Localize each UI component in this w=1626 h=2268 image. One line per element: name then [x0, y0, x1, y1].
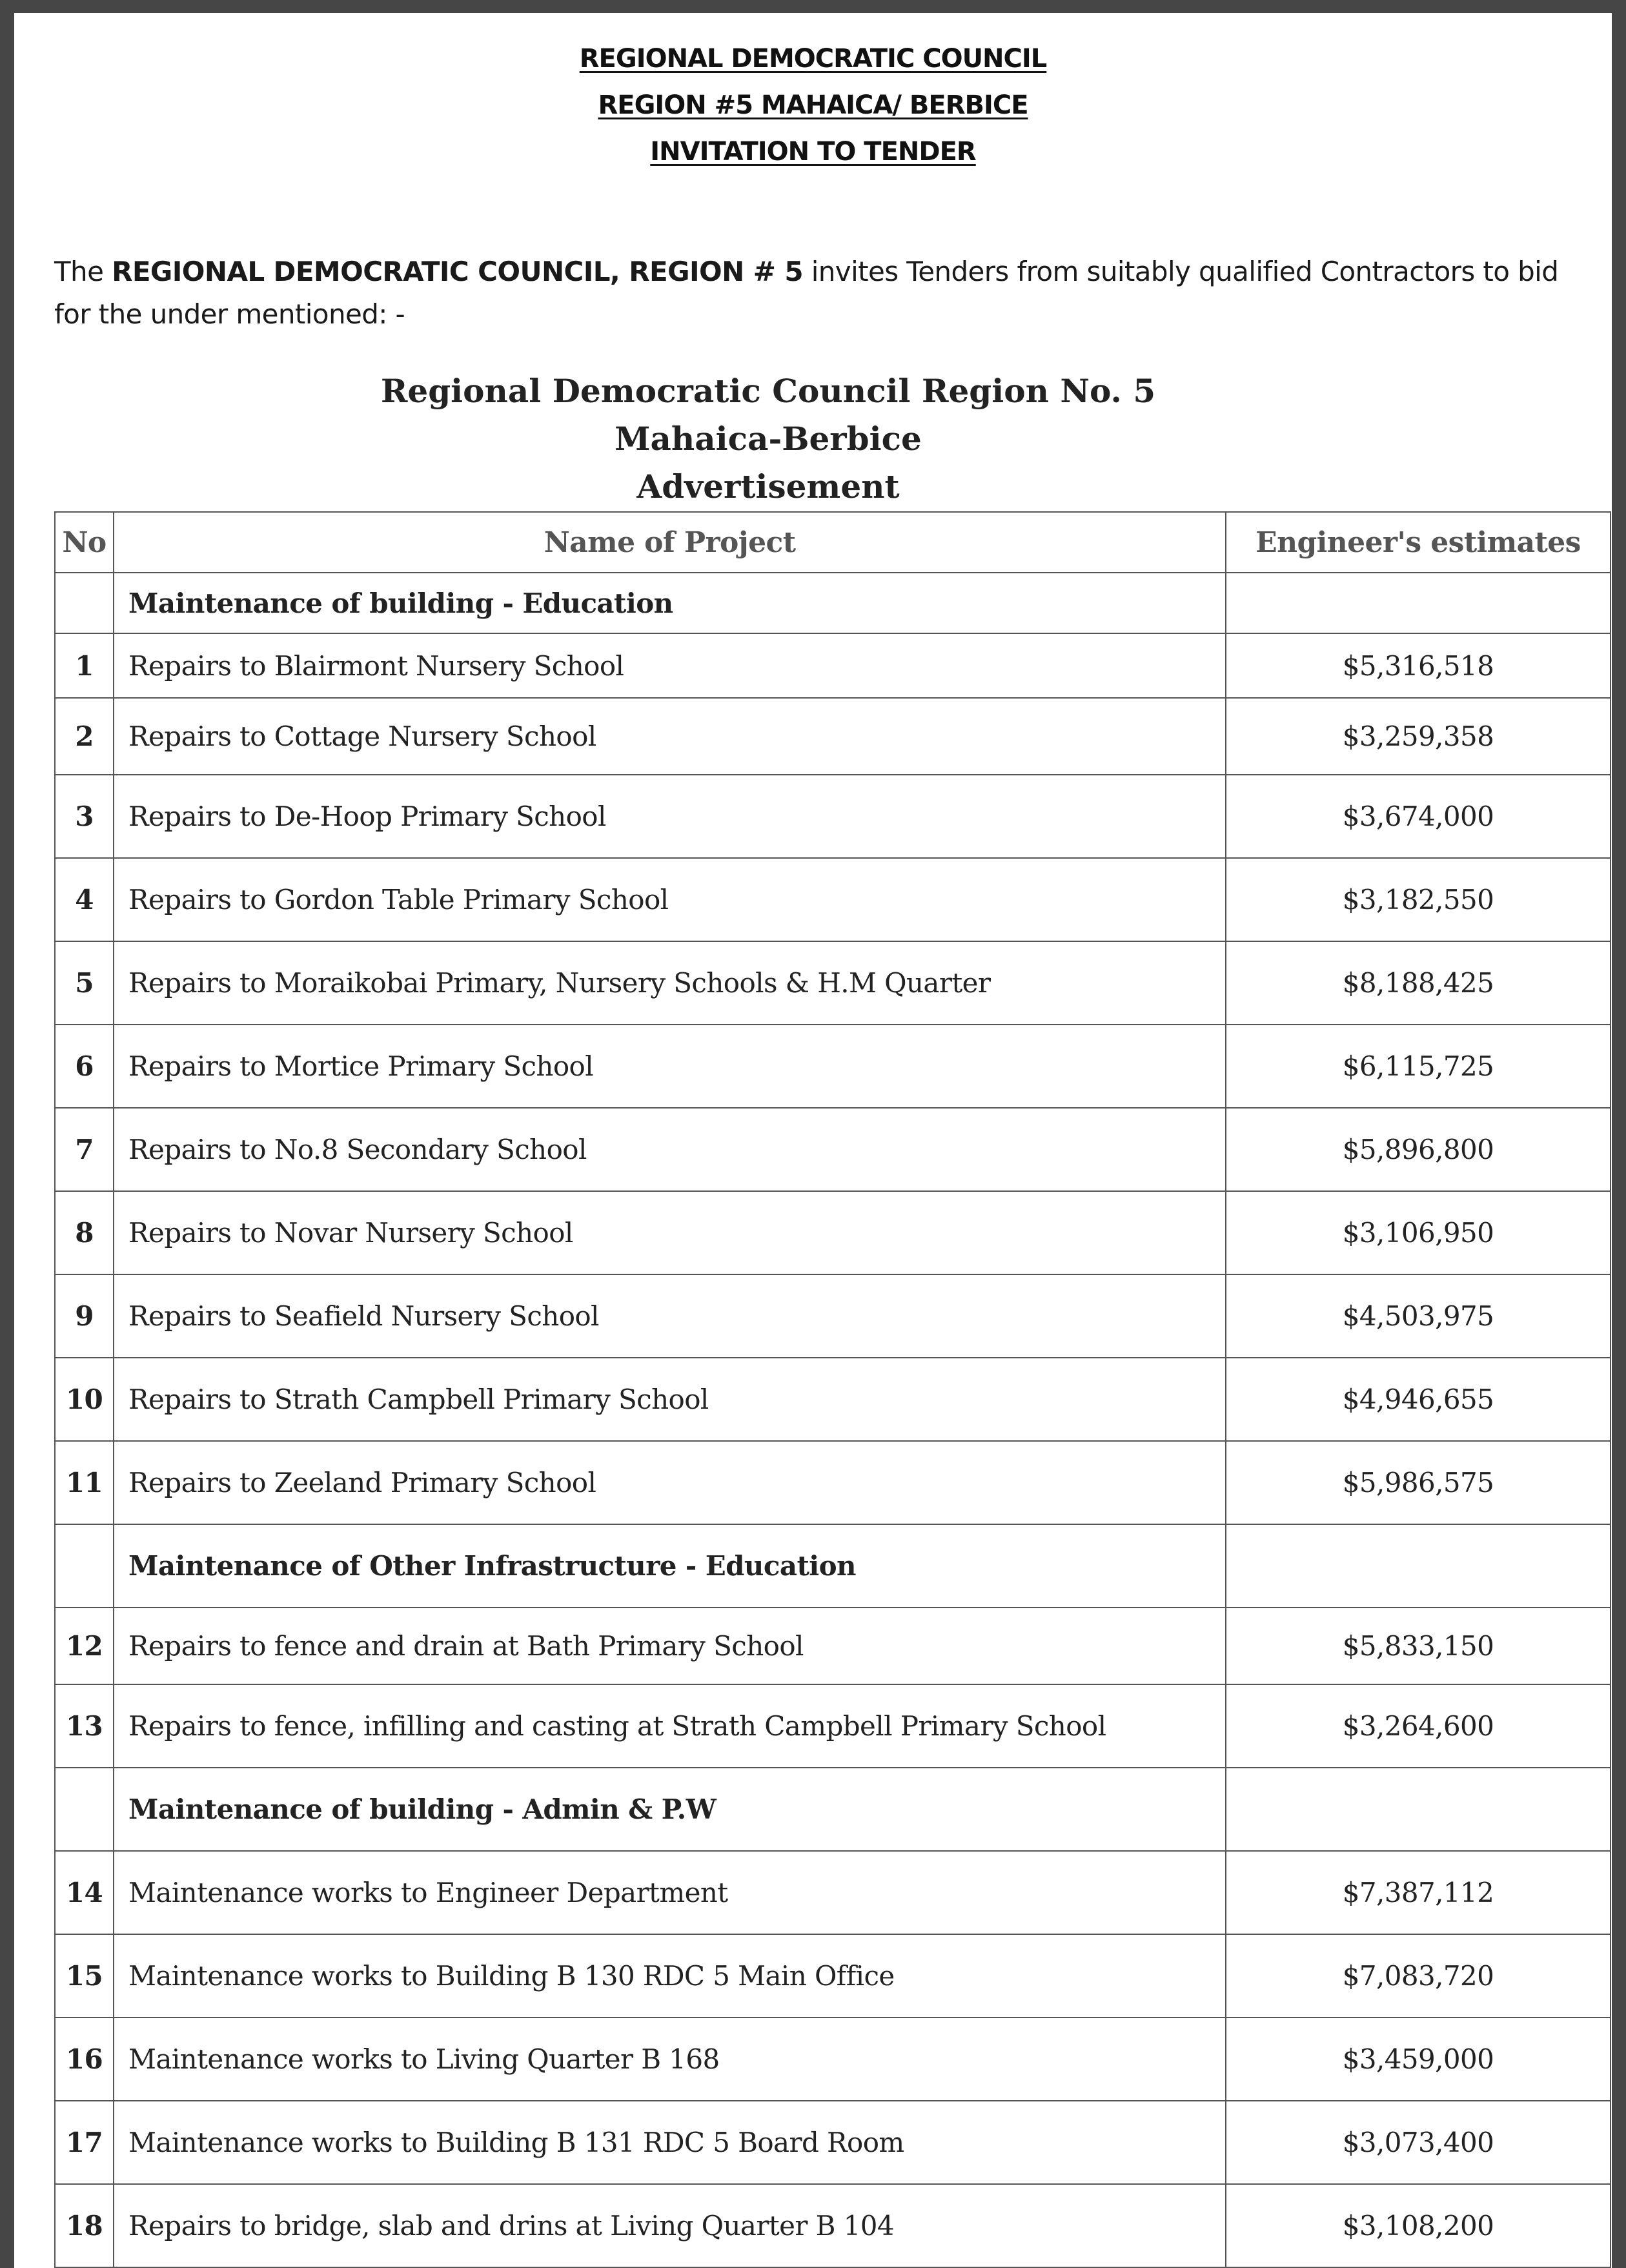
section-row [55, 573, 1611, 633]
row-no: 2 [55, 698, 114, 775]
table-header-row [55, 512, 1611, 573]
row-no: 17 [55, 2101, 114, 2184]
row-project: Repairs to Zeeland Primary School [114, 1441, 1226, 1524]
row-project: Repairs to Cottage Nursery School [114, 698, 1226, 775]
row-no: 7 [55, 1108, 114, 1191]
row-estimate: $7,083,720 [1226, 1934, 1611, 2018]
table-row [55, 1274, 1611, 1358]
table-row [55, 633, 1611, 698]
section-row [55, 1524, 1611, 1608]
table-row [55, 1108, 1611, 1191]
section-title: Maintenance of building - Education [114, 573, 1226, 633]
intro-text: invites Tenders from suitably qualified Contractors to bid for the under mentioned: - [54, 256, 1559, 330]
row-estimate: $5,986,575 [1226, 1441, 1611, 1524]
advert-title: Regional Democratic Council Region No. 5 [380, 372, 1156, 410]
header-line-2: REGION #5 MAHAICA/ BERBICE [598, 90, 1028, 120]
table-row [55, 1608, 1611, 1684]
section-row [55, 1768, 1611, 1851]
section-title: Maintenance of Other Infrastructure - Education [114, 1524, 1226, 1608]
row-estimate: $3,459,000 [1226, 2018, 1611, 2101]
row-project: Maintenance works to Building B 130 RDC 5 Main Office [114, 1934, 1226, 2018]
advert-label: Advertisement [636, 467, 900, 506]
table-row [55, 1191, 1611, 1274]
row-no: 6 [55, 1025, 114, 1108]
row-project: Maintenance works to Engineer Department [114, 1851, 1226, 1934]
row-no: 10 [55, 1358, 114, 1441]
intro-org-name: REGIONAL DEMOCRATIC COUNCIL, REGION # 5 [112, 256, 803, 287]
row-estimate: $3,182,550 [1226, 858, 1611, 941]
row-no: 15 [55, 1934, 114, 2018]
row-project: Maintenance works to Living Quarter B 168 [114, 2018, 1226, 2101]
table-row [55, 2018, 1611, 2101]
row-estimate: $6,115,725 [1226, 1025, 1611, 1108]
row-estimate: $3,073,400 [1226, 2101, 1611, 2184]
table-row [55, 1851, 1611, 1934]
table-row [55, 2101, 1611, 2184]
row-no: 18 [55, 2184, 114, 2267]
row-no: 12 [55, 1608, 114, 1684]
header-invitation [0, 137, 1626, 167]
col-header-name: Name of Project [114, 512, 1226, 573]
row-no: 13 [55, 1684, 114, 1768]
row-project: Repairs to Gordon Table Primary School [114, 858, 1226, 941]
intro-prefix: The [54, 256, 112, 287]
row-estimate: $4,946,655 [1226, 1358, 1611, 1441]
table-row [55, 858, 1611, 941]
table-row [55, 775, 1611, 858]
col-header-no: No [55, 512, 114, 573]
row-no: 9 [55, 1274, 114, 1358]
table-row [55, 698, 1611, 775]
header-title [0, 44, 1626, 74]
table-row [55, 2184, 1611, 2267]
row-project: Repairs to De-Hoop Primary School [114, 775, 1226, 858]
row-project: Repairs to Seafield Nursery School [114, 1274, 1226, 1358]
row-project: Repairs to fence and drain at Bath Primary School [114, 1608, 1226, 1684]
table-row [55, 1025, 1611, 1108]
row-no: 14 [55, 1851, 114, 1934]
row-project: Repairs to Novar Nursery School [114, 1191, 1226, 1274]
table-row [55, 1934, 1611, 2018]
row-estimate: $7,387,112 [1226, 1851, 1611, 1934]
row-no: 3 [55, 775, 114, 858]
row-no: 16 [55, 2018, 114, 2101]
row-project: Repairs to Mortice Primary School [114, 1025, 1226, 1108]
row-no: 4 [55, 858, 114, 941]
row-project: Maintenance works to Building B 131 RDC 5 Board Room [114, 2101, 1226, 2184]
header-region [0, 90, 1626, 120]
row-estimate: $3,264,600 [1226, 1684, 1611, 1768]
row-estimate: $4,503,975 [1226, 1274, 1611, 1358]
col-header-estimate: Engineer's estimates [1226, 512, 1611, 573]
row-no: 8 [55, 1191, 114, 1274]
row-estimate: $3,106,950 [1226, 1191, 1611, 1274]
row-estimate: $5,316,518 [1226, 633, 1611, 698]
advert-region: Mahaica-Berbice [615, 420, 922, 458]
intro-paragraph [54, 250, 1578, 336]
row-project: Repairs to Blairmont Nursery School [114, 633, 1226, 698]
table-row [55, 1441, 1611, 1524]
table-row [55, 941, 1611, 1025]
projects-table [54, 511, 1611, 2268]
row-estimate: $8,188,425 [1226, 941, 1611, 1025]
row-estimate: $5,896,800 [1226, 1108, 1611, 1191]
row-no: 5 [55, 941, 114, 1025]
header-line-3: INVITATION TO TENDER [650, 137, 976, 167]
row-estimate: $3,108,200 [1226, 2184, 1611, 2267]
row-estimate: $3,674,000 [1226, 775, 1611, 858]
row-project: Repairs to No.8 Secondary School [114, 1108, 1226, 1191]
row-project: Repairs to bridge, slab and drins at Living Quarter B 104 [114, 2184, 1226, 2267]
table-row [55, 1684, 1611, 1768]
section-title: Maintenance of building - Admin & P.W [114, 1768, 1226, 1851]
table-row [55, 1358, 1611, 1441]
row-project: Repairs to fence, infilling and casting at Strath Campbell Primary School [114, 1684, 1226, 1768]
row-no: 11 [55, 1441, 114, 1524]
row-estimate: $3,259,358 [1226, 698, 1611, 775]
row-estimate: $5,833,150 [1226, 1608, 1611, 1684]
row-project: Repairs to Strath Campbell Primary School [114, 1358, 1226, 1441]
header-line-1: REGIONAL DEMOCRATIC COUNCIL [579, 44, 1047, 74]
row-no: 1 [55, 633, 114, 698]
row-project: Repairs to Moraikobai Primary, Nursery Schools & H.M Quarter [114, 941, 1226, 1025]
